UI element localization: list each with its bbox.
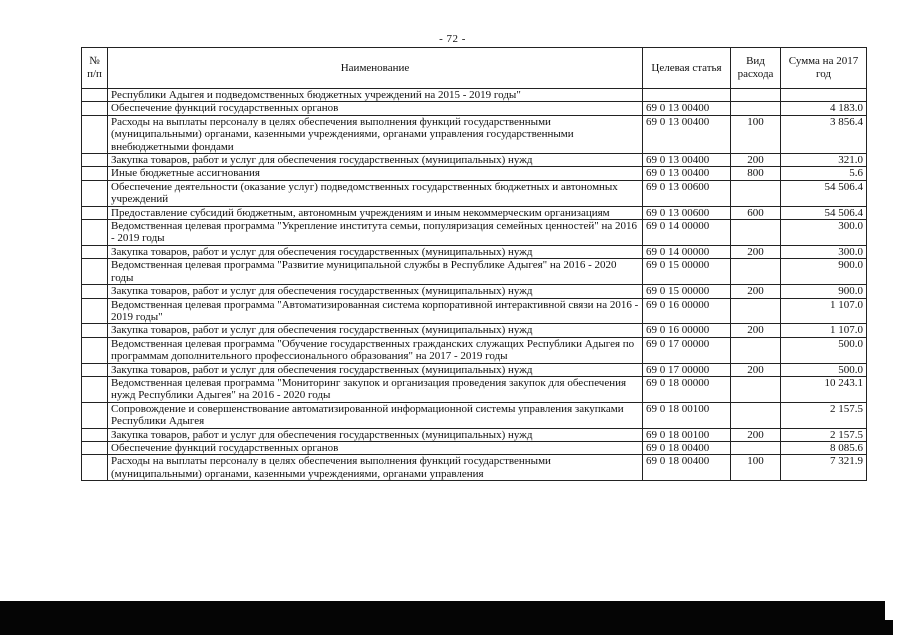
cell-num xyxy=(82,337,108,363)
cell-num xyxy=(82,441,108,454)
cell-sum: 10 243.1 xyxy=(781,376,867,402)
cell-sum: 300.0 xyxy=(781,220,867,246)
cell-num xyxy=(82,206,108,219)
table-row xyxy=(82,402,867,428)
table-row xyxy=(82,154,867,167)
cell-type xyxy=(731,441,781,454)
cell-type xyxy=(731,337,781,363)
cell-num xyxy=(82,115,108,153)
cell-num xyxy=(82,285,108,298)
cell-name: Расходы на выплаты персоналу в целях обеспечения выполнения функций государственными (муниципальными) органами, казенными учреждениями, органами управления xyxy=(108,455,643,481)
cell-type: 200 xyxy=(731,428,781,441)
table-row xyxy=(82,455,867,481)
cell-sum: 3 856.4 xyxy=(781,115,867,153)
table-row xyxy=(82,89,867,102)
cell-name: Закупка товаров, работ и услуг для обеспечения государственных (муниципальных) нужд xyxy=(108,363,643,376)
cell-sum: 7 321.9 xyxy=(781,455,867,481)
cell-name: Обеспечение функций государственных органов xyxy=(108,441,643,454)
cell-name: Обеспечение функций государственных органов xyxy=(108,102,643,115)
cell-type: 200 xyxy=(731,363,781,376)
page-number: - 72 - xyxy=(439,33,466,45)
table-row xyxy=(82,324,867,337)
cell-type: 200 xyxy=(731,324,781,337)
cell-type xyxy=(731,298,781,324)
table-row xyxy=(82,206,867,219)
cell-name: Обеспечение деятельности (оказание услуг) подведомственных государственных бюджетных и автономных учреждений xyxy=(108,180,643,206)
table-row xyxy=(82,376,867,402)
cell-code: 69 0 16 00000 xyxy=(643,298,731,324)
table-row xyxy=(82,363,867,376)
cell-sum: 500.0 xyxy=(781,363,867,376)
cell-num xyxy=(82,402,108,428)
cell-type xyxy=(731,102,781,115)
cell-num xyxy=(82,180,108,206)
cell-code: 69 0 17 00000 xyxy=(643,337,731,363)
table-row xyxy=(82,259,867,285)
cell-code: 69 0 14 00000 xyxy=(643,245,731,258)
cell-num xyxy=(82,298,108,324)
cell-name: Расходы на выплаты персоналу в целях обеспечения выполнения функций государственными (муниципальными) органами, казенными учреждениями, органами управления государственными внебюджетными фондами xyxy=(108,115,643,153)
cell-sum: 500.0 xyxy=(781,337,867,363)
cell-name: Предоставление субсидий бюджетным, автономным учреждениям и иным некоммерческим организациям xyxy=(108,206,643,219)
cell-type xyxy=(731,259,781,285)
header-name: Наименование xyxy=(108,48,643,89)
table-row xyxy=(82,337,867,363)
cell-num xyxy=(82,89,108,102)
cell-name: Закупка товаров, работ и услуг для обеспечения государственных (муниципальных) нужд xyxy=(108,245,643,258)
table-row xyxy=(82,167,867,180)
cell-code: 69 0 15 00000 xyxy=(643,259,731,285)
cell-num xyxy=(82,259,108,285)
cell-code: 69 0 18 00100 xyxy=(643,428,731,441)
cell-num xyxy=(82,245,108,258)
cell-code: 69 0 13 00400 xyxy=(643,115,731,153)
table-row xyxy=(82,298,867,324)
cell-sum xyxy=(781,89,867,102)
cell-name: Республики Адыгея и подведомственных бюджетных учреждений на 2015 - 2019 годы" xyxy=(108,89,643,102)
cell-sum: 321.0 xyxy=(781,154,867,167)
cell-type xyxy=(731,376,781,402)
cell-type xyxy=(731,402,781,428)
cell-code: 69 0 16 00000 xyxy=(643,324,731,337)
cell-type: 800 xyxy=(731,167,781,180)
cell-num xyxy=(82,376,108,402)
cell-code: 69 0 13 00600 xyxy=(643,180,731,206)
header-code: Целевая статья xyxy=(643,48,731,89)
cell-num xyxy=(82,455,108,481)
cell-type: 200 xyxy=(731,154,781,167)
cell-num xyxy=(82,220,108,246)
cell-type: 100 xyxy=(731,455,781,481)
cell-name: Сопровождение и совершенствование автоматизированной информационной системы управления закупками Республики Адыгея xyxy=(108,402,643,428)
budget-table xyxy=(81,47,867,481)
cell-code: 69 0 15 00000 xyxy=(643,285,731,298)
cell-type: 200 xyxy=(731,285,781,298)
cell-num xyxy=(82,167,108,180)
cell-code xyxy=(643,89,731,102)
table-body xyxy=(82,89,867,481)
cell-name: Ведомственная целевая программа "Укрепление института семьи, популяризация семейных ценностей" на 2016 - 2019 годы xyxy=(108,220,643,246)
table-row xyxy=(82,245,867,258)
cell-num xyxy=(82,324,108,337)
cell-code: 69 0 18 00000 xyxy=(643,376,731,402)
cell-code: 69 0 13 00400 xyxy=(643,167,731,180)
table-header-row xyxy=(82,48,867,89)
table-row xyxy=(82,115,867,153)
table-row xyxy=(82,220,867,246)
cell-num xyxy=(82,363,108,376)
cell-name: Ведомственная целевая программа "Мониторинг закупок и организация проведения закупок для обеспечения нужд Республики Адыгея" на 2016 - 2020 годы xyxy=(108,376,643,402)
cell-num xyxy=(82,154,108,167)
scan-edge-bar xyxy=(0,601,885,635)
cell-code: 69 0 13 00600 xyxy=(643,206,731,219)
cell-code: 69 0 13 00400 xyxy=(643,154,731,167)
cell-type xyxy=(731,180,781,206)
cell-name: Ведомственная целевая программа "Автоматизированная система корпоративной интерактивной связи на 2016 - 2019 годы" xyxy=(108,298,643,324)
header-sum: Сумма на 2017 год xyxy=(781,48,867,89)
cell-sum: 2 157.5 xyxy=(781,402,867,428)
header-type: Вид расхода xyxy=(731,48,781,89)
cell-sum: 2 157.5 xyxy=(781,428,867,441)
cell-sum: 1 107.0 xyxy=(781,298,867,324)
cell-type xyxy=(731,220,781,246)
scan-edge-notch xyxy=(885,620,893,635)
cell-num xyxy=(82,428,108,441)
cell-name: Закупка товаров, работ и услуг для обеспечения государственных (муниципальных) нужд xyxy=(108,154,643,167)
cell-sum: 900.0 xyxy=(781,259,867,285)
cell-name: Ведомственная целевая программа "Обучение государственных гражданских служащих Республики Адыгея по программам дополнительного профессионального образования" на 2017 - 2019 годы xyxy=(108,337,643,363)
cell-type: 600 xyxy=(731,206,781,219)
cell-code: 69 0 17 00000 xyxy=(643,363,731,376)
table-row xyxy=(82,102,867,115)
cell-code: 69 0 18 00400 xyxy=(643,441,731,454)
cell-sum: 54 506.4 xyxy=(781,206,867,219)
table-row xyxy=(82,285,867,298)
cell-name: Закупка товаров, работ и услуг для обеспечения государственных (муниципальных) нужд xyxy=(108,324,643,337)
cell-name: Ведомственная целевая программа "Развитие муниципальной службы в Республике Адыгея" на 2016 - 2020 годы xyxy=(108,259,643,285)
cell-sum: 5.6 xyxy=(781,167,867,180)
cell-code: 69 0 13 00400 xyxy=(643,102,731,115)
cell-sum: 8 085.6 xyxy=(781,441,867,454)
cell-type xyxy=(731,89,781,102)
cell-name: Иные бюджетные ассигнования xyxy=(108,167,643,180)
cell-sum: 300.0 xyxy=(781,245,867,258)
cell-code: 69 0 18 00100 xyxy=(643,402,731,428)
cell-name: Закупка товаров, работ и услуг для обеспечения государственных (муниципальных) нужд xyxy=(108,428,643,441)
cell-name: Закупка товаров, работ и услуг для обеспечения государственных (муниципальных) нужд xyxy=(108,285,643,298)
table-row xyxy=(82,441,867,454)
cell-sum: 1 107.0 xyxy=(781,324,867,337)
table-row xyxy=(82,180,867,206)
cell-code: 69 0 14 00000 xyxy=(643,220,731,246)
cell-sum: 54 506.4 xyxy=(781,180,867,206)
table-row xyxy=(82,428,867,441)
cell-code: 69 0 18 00400 xyxy=(643,455,731,481)
cell-type: 100 xyxy=(731,115,781,153)
cell-num xyxy=(82,102,108,115)
cell-sum: 4 183.0 xyxy=(781,102,867,115)
cell-type: 200 xyxy=(731,245,781,258)
cell-sum: 900.0 xyxy=(781,285,867,298)
header-num: № п/п xyxy=(82,48,108,89)
